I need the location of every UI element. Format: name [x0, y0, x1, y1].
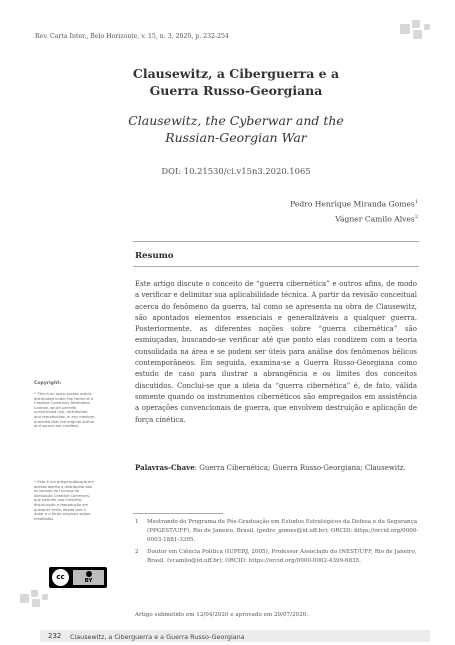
keywords-label: Palavras-Chave [135, 463, 195, 472]
by-label: BY [84, 578, 93, 584]
authors [290, 196, 418, 226]
abstract-heading: Resumo [135, 251, 174, 261]
abstract-text: Este artigo discute o conceito de “guerra cibernética” e outros afins, de modo a verificar e delimitar sua aplicabilidade técnica. A partir da revisão conceitual acerca do fenômeno da guerra, tal como se apresenta na obra de Clausewitz, são apontados elementos essenciais e generalizáveis a qualquer guerra. Posteriormente, as diferentes noções sobre “guerra cibernética” são esmiuçadas, buscando-se verificar até que ponto elas condizem com a teoria consolidada na área e se podem ser úteis para análise dos fenômenos bélicos contemporâneos. Em seguida, examina-se a Guerra Russo-Georgiana como estudo de caso para ilustrar a abrangência e os limites dos conceitos discutidos. Conclui-se que a ideia da “guerra cibernética” é, de fato, válida somente quando os instrumentos cibernéticos são empregados em assistência a operações convencionais de guerra, que envolvem destruição e aplicação de força cinética. [135, 280, 417, 424]
copyright-english: • This is an open-access article distributed under the terms of a Creative Commons Attribution License, which permits unrestricted use, distribution, and reproduction in any medium, provided that the original author and source are credited. [34, 392, 96, 429]
footnote-1-mark: 1 [135, 519, 139, 525]
creative-commons-badge[interactable] [49, 567, 107, 588]
title-pt-line-1: Clausewitz, a Ciberguerra e a [132, 66, 340, 81]
footnote-2-mark: 2 [135, 549, 139, 555]
page-number: 232 [48, 632, 62, 640]
decorative-squares-top [398, 18, 438, 40]
cc-icon: cc [52, 569, 69, 586]
article-title-pt [40, 65, 432, 99]
keywords [135, 462, 417, 474]
by-icon [73, 570, 104, 585]
title-en-line-2: Russian-Georgian War [165, 130, 307, 145]
author-2-name: Vágner Camilo Alves [335, 214, 415, 224]
abstract-heading-rule [133, 266, 419, 267]
footnote-2-text: Doutor em Ciência Política (IUPERJ, 2005), Professor Associado do INEST/UFF, Rio de Janeiro, Brasil. (vcamilo@id.uff.br); ORCID: https://orcid.org/0000-0002-4399-6835. [147, 549, 417, 564]
author-2 [290, 211, 418, 226]
copyright-portuguese: • Este é um artigo publicado em acesso aberto e distribuído sob os termos da Licença de Atribuição Creative Commons, que permite uso irrestrito, distribuição e reprodução em qualquer meio, desde que o autor e a fonte originais sejam creditados. [34, 480, 95, 521]
running-title: Clausewitz, a Ciberguerra e a Guerra Russo-Georgiana [70, 632, 245, 641]
author-1 [290, 196, 418, 211]
author-2-footnote-mark[interactable]: 2 [414, 214, 418, 221]
journal-citation: Rev. Carta Inter., Belo Horizonte, v. 15, n. 3, 2020, p. 232-254 [35, 33, 229, 40]
decorative-squares-bottom [20, 588, 60, 610]
author-1-footnote-mark[interactable]: 1 [414, 199, 418, 205]
doi: DOI: 10.21530/ci.v15n3.2020.1065 [161, 166, 311, 176]
author-1-name: Pedro Henrique Miranda Gomes [290, 199, 415, 209]
person-icon [86, 571, 92, 577]
copyright-label: Copyright: [34, 381, 62, 386]
keywords-values: : Guerra Cibernética; Guerra Russo-Georgiana; Clausewitz. [194, 464, 406, 472]
submission-dates: Artigo submetido em 12/04/2020 e aprovado em 29/07/2020. [135, 612, 308, 618]
title-en-line-1: Clausewitz, the Cyberwar and the [128, 113, 344, 128]
footnote-1 [135, 518, 419, 544]
article-title-en [40, 112, 432, 146]
footnote-rule [133, 513, 223, 514]
title-pt-line-2: Guerra Russo-Georgiana [149, 83, 323, 98]
abstract-top-rule [133, 241, 419, 242]
footnote-2 [135, 548, 419, 566]
footnote-1-text: Mestrando do Programa de Pós-Graduação em Estudos Estratégicos da Defesa e da Segurança (PPGEST/UFF), Rio de Janeiro, Brasil. (pedro_gomes@id.uff.br); ORCID: https://orcid.org/0000-0003-1881-3395. [147, 519, 419, 543]
